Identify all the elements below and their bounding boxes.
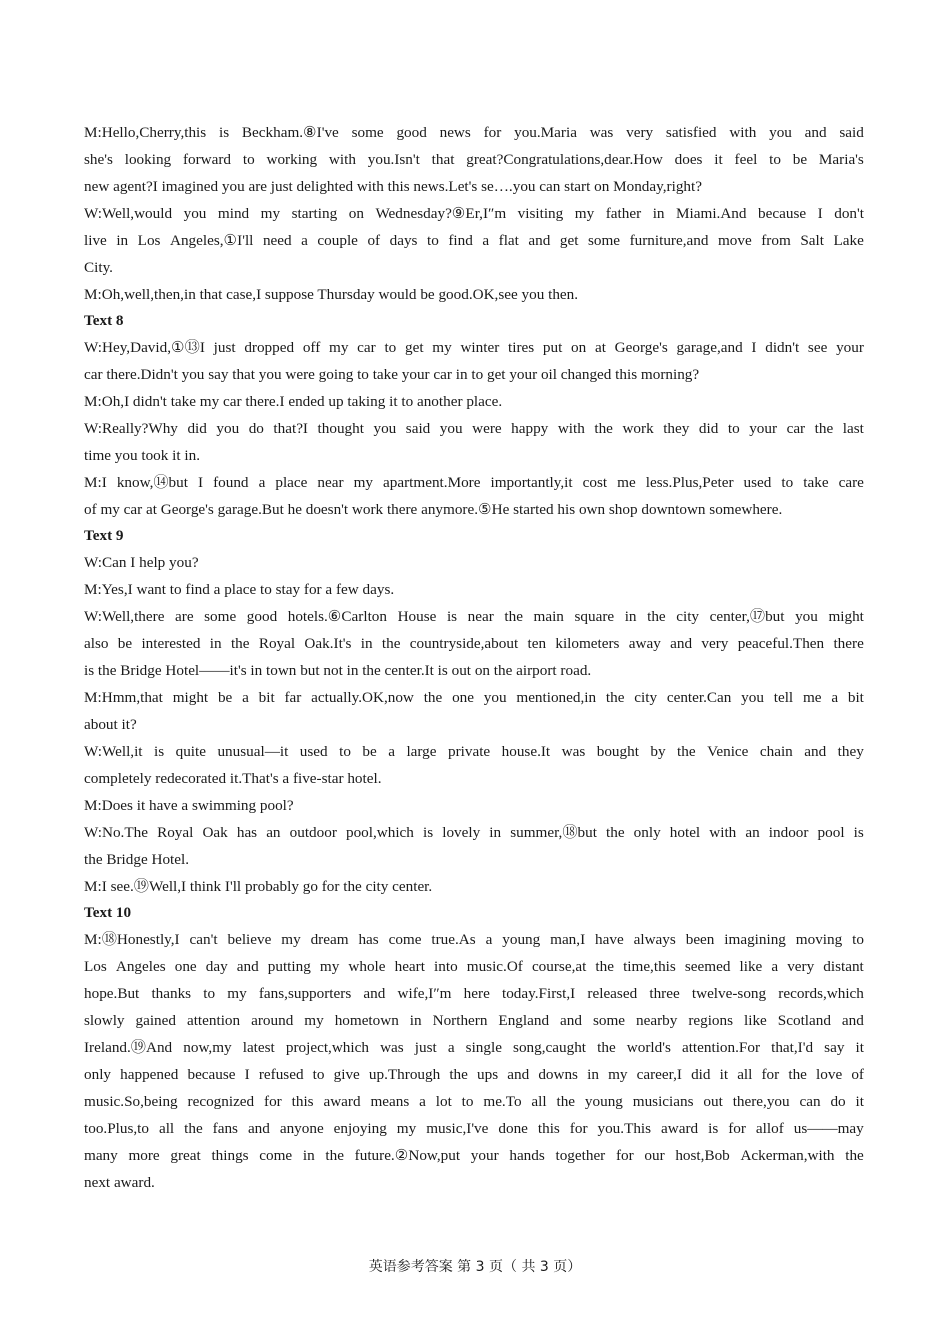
text-line: W:Well,it is quite unusual—it used to be a large private house.It was bought by the Venice chain and they	[84, 743, 864, 760]
text-line: M:I see.⑲Well,I think I'll probably go for the city center.	[84, 878, 433, 895]
text-line: live in Los Angeles,①I'll need a couple of days to find a flat and get some furniture,and move from Salt Lake	[84, 232, 864, 249]
text-line: W:Can I help you?	[84, 554, 199, 571]
text-line: W:Really?Why did you do that?I thought you said you were happy with the work they did to your car the last	[84, 420, 864, 437]
text9-speech-3	[84, 603, 864, 684]
text-line: M:Yes,I want to find a place to stay for a few days.	[84, 581, 395, 598]
text-line: W:Well,there are some good hotels.⑥Carlton House is near the main square in the city center,⑰but you might	[84, 608, 864, 625]
text-line: M:Hmm,that might be a bit far actually.OK,now the one you mentioned,in the city center.Can you tell me a bit	[84, 689, 864, 706]
text-line: Los Angeles one day and putting my whole heart into music.Of course,at the time,this seemed like a very distant	[84, 958, 864, 975]
text-line: car there.Didn't you say that you were going to take your car in to get your oil changed this morning?	[84, 366, 700, 383]
text-line: she's looking forward to working with you.Isn't that great?Congratulations,dear.How does it feel to be Maria's	[84, 151, 864, 168]
text-line: City.	[84, 259, 113, 276]
text-line: hope.But thanks to my fans,supporters and wife,I″m here today.First,I released three twelve-song records,which	[84, 985, 864, 1002]
text-line: Ireland.⑲And now,my latest project,which was just a single song,caught the world's attention.For that,I'd say it	[84, 1039, 864, 1056]
text-line: is the Bridge Hotel——it's in town but not in the center.It is out on the airport road.	[84, 662, 592, 679]
text7-speech-4	[84, 119, 864, 200]
text-8-heading: Text 8	[84, 312, 124, 329]
text8-speech-1	[84, 334, 864, 388]
text-line: too.Plus,to all the fans and anyone enjoying my music,I've done this for you.This award is for allof us——may	[84, 1120, 864, 1137]
text-line: slowly gained attention around my hometown in Northern England and some nearby regions like Scotland and	[84, 1012, 864, 1029]
text7-speech-5	[84, 200, 864, 281]
text-line: M:Does it have a swimming pool?	[84, 797, 294, 814]
text8-speech-2	[84, 388, 864, 415]
text-line: about it?	[84, 716, 137, 733]
text-line: M:Oh,well,then,in that case,I suppose Thursday would be good.OK,see you then.	[84, 286, 579, 303]
text8-speech-4	[84, 469, 864, 523]
text9-speech-5	[84, 738, 864, 792]
text7-speech-6	[84, 281, 864, 308]
text-line: music.So,being recognized for this award means a lot to me.To all the young musicians out there,you can do it	[84, 1093, 864, 1110]
text-line: next award.	[84, 1174, 155, 1191]
text-10-heading: Text 10	[84, 904, 132, 921]
text9-speech-7	[84, 819, 864, 873]
text-line: W:Well,would you mind my starting on Wednesday?⑨Er,I″m visiting my father in Miami.And because I don't	[84, 205, 864, 222]
text9-speech-4	[84, 684, 864, 738]
text-line: many more great things come in the future.②Now,put your hands together for our host,Bob Ackerman,with the	[84, 1147, 864, 1164]
text-line: completely redecorated it.That's a five-star hotel.	[84, 770, 382, 787]
text-9-heading: Text 9	[84, 527, 124, 544]
text-line: W:No.The Royal Oak has an outdoor pool,which is lovely in summer,⑱but the only hotel with an indoor pool is	[84, 824, 864, 841]
text8-speech-3	[84, 415, 864, 469]
page-footer: 英语参考答案 第 3 页（ 共 3 页）	[368, 1259, 582, 1275]
text-line: M:⑱Honestly,I can't believe my dream has come true.As a young man,I have always been imagining moving to	[84, 931, 864, 948]
text-line: time you took it in.	[84, 447, 201, 464]
text-line: W:Hey,David,①⑬I just dropped off my car to get my winter tires put on at George's garage,and I didn't see your	[84, 339, 864, 356]
text9-speech-2	[84, 576, 864, 603]
text-line: only happened because I refused to give up.Through the ups and downs in my career,I did it all for the love of	[84, 1066, 864, 1083]
text9-speech-1	[84, 549, 864, 576]
text10-speech-1	[84, 926, 864, 1196]
text-line: M:I know,⑭but I found a place near my apartment.More importantly,it cost me less.Plus,Peter used to take care	[84, 474, 864, 491]
text9-speech-6	[84, 792, 864, 819]
text9-speech-8	[84, 873, 864, 900]
text-line: also be interested in the Royal Oak.It's in the countryside,about ten kilometers away and very peaceful.Then there	[84, 635, 864, 652]
text-line: the Bridge Hotel.	[84, 851, 190, 868]
text-line: M:Oh,I didn't take my car there.I ended up taking it to another place.	[84, 393, 503, 410]
text-line: M:Hello,Cherry,this is Beckham.⑧I've some good news for you.Maria was very satisfied with you and said	[84, 124, 864, 141]
text-line: new agent?I imagined you are just delighted with this news.Let's se….you can start on Monday,right?	[84, 178, 702, 195]
answer-key-page	[84, 119, 864, 1196]
text-line: of my car at George's garage.But he doesn't work there anymore.⑤He started his own shop downtown somewhere.	[84, 501, 783, 518]
